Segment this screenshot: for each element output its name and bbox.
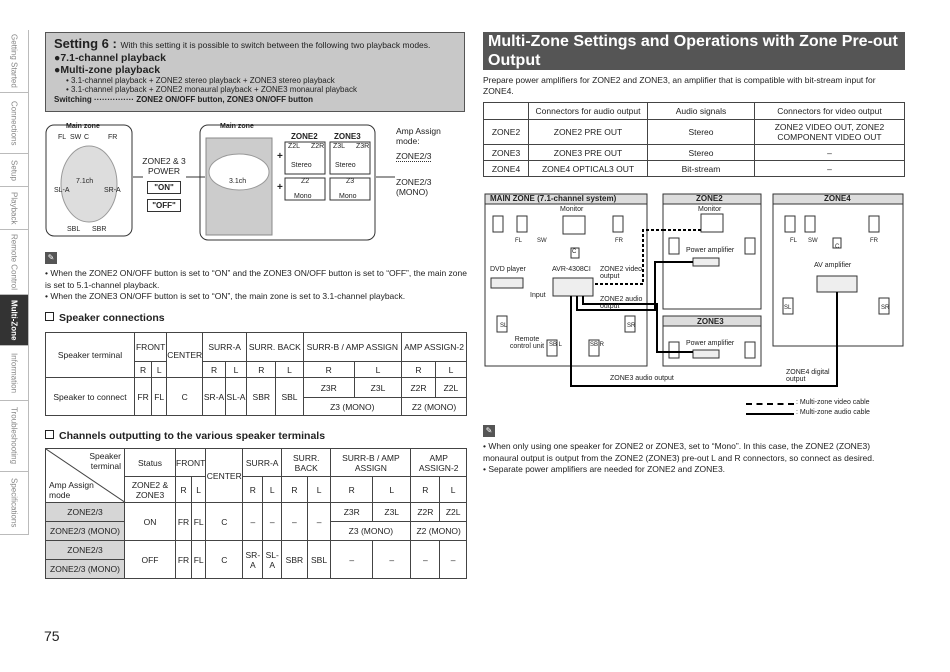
sbr-label: SB R — [590, 342, 605, 348]
status-cell: OFF — [125, 541, 176, 579]
c-label: C — [572, 249, 577, 255]
on-state: "ON" — [147, 181, 181, 194]
table-cell: Bit-stream — [648, 161, 755, 177]
table-cell: ZONE2 — [484, 120, 529, 145]
zone-output-table — [483, 102, 905, 177]
table-cell: – — [755, 161, 905, 177]
table-cell: Z2R — [411, 503, 440, 522]
table-cell: Stereo — [648, 120, 755, 145]
connection-diagram-svg — [483, 192, 905, 392]
sub-cell: L — [307, 477, 331, 503]
sub-cell: R — [135, 362, 152, 378]
note-left-1: • When the ZONE2 ON/OFF button is set to “ON” and the ZONE3 ON/OFF button is set to “OFF”, the main zone is set to 5.1-channel playback. — [45, 268, 467, 290]
th-surr-b: SURR-B / AMP ASSIGN — [331, 449, 411, 477]
table-cell: FL — [152, 378, 167, 416]
monitor-main-label: Monitor — [560, 206, 584, 213]
th-amp-assign-mode: Amp Assign mode — [49, 480, 94, 500]
table-cell: ZONE3 PRE OUT — [529, 145, 648, 161]
sub-cell: R — [411, 477, 440, 503]
setting-box — [45, 32, 465, 112]
table-cell: ZONE4 OPTICAL3 OUT — [529, 161, 648, 177]
z3-audio-out-label: ZONE3 audio output — [610, 375, 674, 382]
table-cell: C — [206, 541, 243, 579]
spk-sra: SR-A — [104, 187, 121, 194]
status-cell: ON — [125, 503, 176, 541]
mode-cell: ZONE2/3 — [46, 503, 125, 522]
z2r-label: Z2R — [311, 143, 325, 150]
note-left-2: • When the ZONE3 ON/OFF button is set to “ON”, the main zone is set to 3.1-channel playback. — [45, 291, 406, 301]
power-label: ZONE2 & 3 POWER — [142, 156, 186, 176]
sub-cell: L — [152, 362, 167, 378]
spk-c: C — [84, 134, 90, 141]
z4-fr-label: FR — [870, 238, 878, 244]
table-cell: – — [440, 541, 467, 579]
table-cell: SR-A — [203, 378, 226, 416]
th-status: Status — [125, 449, 176, 477]
table-cell: – — [243, 503, 263, 541]
setting-title: Setting 6 : With this setting it is possible to switch between the following two playback modes. — [54, 36, 431, 51]
table-cell: ZONE2 PRE OUT — [529, 120, 648, 145]
th-front: FRONT — [176, 449, 206, 477]
side-navigation — [0, 30, 29, 535]
mode-cell: ZONE2/3 (MONO) — [46, 522, 125, 541]
tab-remote-control[interactable]: Remote Control — [0, 230, 29, 295]
z4-sw-label: SW — [808, 238, 818, 244]
table-cell: FL — [192, 503, 206, 541]
main-zone-box-label: MAIN ZONE (7.1-channel system) — [490, 194, 617, 203]
note-right-1: • When only using one speaker for ZONE2 or ZONE3, set to “Mono”. In this case, the ZONE2 (ZONE3) monaural output is output from the ZONE2 (ZONE3) pre-out L and R connectors, so connect as desired. — [483, 441, 875, 463]
zone2-box-label: ZONE2 — [696, 194, 723, 203]
sub-cell: L — [263, 477, 282, 503]
z2l-label: Z2L — [288, 143, 301, 150]
th-surr-back: SURR. BACK — [247, 333, 303, 362]
sub-cell: L — [435, 362, 466, 378]
setting-desc: With this setting it is possible to switch between the following two playback modes. — [120, 40, 431, 50]
sw-label: SW — [537, 238, 547, 244]
sub-cell: L — [276, 362, 303, 378]
legend-audio-line — [746, 413, 794, 415]
th-amp-assign-2: AMP ASSIGN-2 — [402, 333, 467, 362]
zone2-label: ZONE2 — [291, 132, 318, 141]
th-empty — [484, 103, 529, 120]
option-71: ●7.1-channel playback — [54, 52, 166, 64]
table-cell: Stereo — [648, 145, 755, 161]
tab-connections[interactable]: Connections — [0, 93, 29, 154]
legend-video-line — [746, 403, 794, 405]
z2-video-out-label: ZONE2 video output — [600, 266, 643, 280]
tab-playback[interactable]: Playback — [0, 187, 29, 230]
th-surr-a: SURR-A — [243, 449, 282, 477]
switching-line: Switching ··············· ZONE2 ON/OFF button, ZONE3 ON/OFF button — [54, 95, 314, 104]
page-number: 75 — [44, 628, 60, 644]
plus-1: + — [277, 151, 283, 162]
tab-multi-zone[interactable]: Multi-Zone — [0, 295, 29, 346]
sub-cell: L — [440, 477, 467, 503]
power-amp-z2-label: Power amplifier — [686, 247, 735, 254]
z3l-label: Z3L — [333, 143, 346, 150]
stereo-label-3: Stereo — [335, 162, 356, 169]
th-center: CENTER — [206, 449, 243, 503]
th-speaker-terminal: Speaker terminal — [89, 451, 121, 471]
table-cell: – — [331, 541, 373, 579]
stereo-label-2: Stereo — [291, 162, 312, 169]
spk-sw: SW — [70, 134, 82, 141]
zone4-box-label: ZONE4 — [824, 194, 851, 203]
channels-table — [45, 448, 467, 579]
mode-cell: ZONE2/3 (MONO) — [46, 560, 125, 579]
tab-specifications[interactable]: Specifications — [0, 472, 29, 535]
th-surr-a: SURR-A — [203, 333, 247, 362]
sub-cell: L — [354, 362, 401, 378]
table-cell: SL-A — [225, 378, 246, 416]
sr-label: SR — [627, 323, 636, 329]
plus-2: + — [277, 182, 283, 193]
table-cell: FR — [135, 378, 152, 416]
speaker-connections-title: Speaker connections — [45, 312, 165, 324]
mono-label-3: Mono — [339, 193, 357, 200]
sub-cell: R — [282, 477, 308, 503]
table-cell: ZONE2 VIDEO OUT, ZONE2 COMPONENT VIDEO OUT — [755, 120, 905, 145]
table-cell: – — [282, 503, 308, 541]
sub-cell: L — [192, 477, 206, 503]
th-front: FRONT — [135, 333, 167, 362]
table-cell: FR — [176, 541, 192, 579]
sub-cell: R — [176, 477, 192, 503]
note-icon-right: ✎ — [483, 425, 495, 437]
notes-left — [45, 268, 470, 303]
z3-label: Z3 — [346, 178, 355, 185]
table-cell: – — [755, 145, 905, 161]
speaker-connections-table — [45, 332, 467, 416]
power-amp-z3-label: Power amplifier — [686, 340, 735, 347]
main-zone-label-2: Main zone — [220, 123, 254, 130]
sub-cell: R — [303, 362, 354, 378]
z4-sl-label: SL — [784, 305, 792, 311]
sub-cell: L — [225, 362, 246, 378]
mono-label-2: Mono — [294, 193, 312, 200]
off-state: "OFF" — [147, 199, 181, 212]
table-cell: – — [307, 503, 331, 541]
mode2-label: ZONE2/3 (MONO) — [396, 177, 432, 197]
note-icon: ✎ — [45, 252, 57, 264]
z2-label: Z2 — [301, 178, 310, 185]
table-cell: FL — [192, 541, 206, 579]
table-cell: Z2 (MONO) — [411, 522, 467, 541]
table-cell: Z2L — [440, 503, 467, 522]
spk-sla: SL-A — [54, 187, 70, 194]
z4-c-label: C — [835, 244, 840, 250]
sub-cell: R — [203, 362, 226, 378]
note-right-2: • Separate power amplifiers are needed for ZONE2 and ZONE3. — [483, 464, 726, 474]
dvd-label: DVD player — [490, 266, 526, 273]
table-cell: – — [373, 541, 411, 579]
monitor-zone2-label: Monitor — [698, 206, 722, 213]
spk-fr: FR — [108, 134, 118, 141]
notes-right — [483, 441, 907, 476]
mode1-label: ZONE2/3 — [396, 151, 432, 161]
sbl-label: SB L — [549, 342, 563, 348]
zone3-box-label: ZONE3 — [697, 317, 724, 326]
z2-audio-out-label: ZONE2 audio output — [600, 296, 643, 310]
table-cell: ZONE3 — [484, 145, 529, 161]
th-amp-assign-2: AMP ASSIGN-2 — [411, 449, 467, 477]
sub-cell: R — [247, 362, 276, 378]
table-cell: SBR — [282, 541, 308, 579]
z4-fl-label: FL — [790, 238, 798, 244]
option-detail-1: • 3.1-channel playback + ZONE2 stereo playback + ZONE3 stereo playback — [66, 76, 335, 85]
ch31-label: 3.1ch — [229, 178, 247, 185]
table-cell: C — [206, 503, 243, 541]
tab-setup[interactable]: Setup — [0, 154, 29, 187]
intro-text: Prepare power amplifiers for ZONE2 and ZONE3, an amplifier that is compatible with bit-stream input for ZONE4. — [483, 75, 876, 96]
input-label: Input — [530, 292, 546, 299]
tab-troubleshooting[interactable]: Troubleshooting — [0, 401, 29, 472]
row-speaker-to-connect: Speaker to connect — [46, 378, 135, 416]
table-cell: SL-A — [263, 541, 282, 579]
table-cell: – — [411, 541, 440, 579]
table-cell: – — [263, 503, 282, 541]
ch71-label: 7.1ch — [76, 178, 94, 185]
z4-sr-label: SR — [881, 305, 890, 311]
th-audio-connectors: Connectors for audio output — [529, 103, 648, 120]
th-center: CENTER — [167, 333, 203, 378]
sub-cell: R — [331, 477, 373, 503]
th-diagonal — [46, 449, 125, 503]
mode-cell: ZONE2/3 — [46, 541, 125, 560]
tab-getting-started[interactable]: Getting Started — [0, 30, 29, 93]
table-cell: SBR — [247, 378, 276, 416]
th-video-connectors: Connectors for video output — [755, 103, 905, 120]
tab-information[interactable]: Information — [0, 346, 29, 401]
table-cell: Z2 (MONO) — [402, 398, 467, 416]
remote-label: Remote control unit — [509, 336, 545, 350]
legend-audio-label: : Multi-zone audio cable — [796, 409, 870, 416]
table-cell: C — [167, 378, 203, 416]
spk-sbl: SBL — [67, 226, 81, 233]
table-cell: SBL — [276, 378, 303, 416]
spk-sbr: SBR — [92, 226, 107, 233]
amp-assign-label: Amp Assign mode: — [396, 126, 441, 146]
table-cell: Z3L — [354, 378, 401, 398]
spk-fl: FL — [58, 134, 67, 141]
table-cell: ZONE4 — [484, 161, 529, 177]
table-cell: Z3R — [303, 378, 354, 398]
sub-cell: R — [243, 477, 263, 503]
table-cell: Z3 (MONO) — [303, 398, 402, 416]
z4-digital-out-label: ZONE4 digital output — [786, 369, 830, 383]
table-cell: SR-A — [243, 541, 263, 579]
status-cell: ZONE2 & ZONE3 — [125, 477, 176, 503]
th-speaker-terminal: Speaker terminal — [46, 333, 135, 378]
table-cell: FR — [176, 503, 192, 541]
table-cell: Z3 (MONO) — [331, 522, 411, 541]
page-title: Multi-Zone Settings and Operations with Zone Pre-out Output — [483, 32, 905, 70]
channels-title: Channels outputting to the various speaker terminals — [45, 430, 325, 442]
table-cell: Z2L — [435, 378, 466, 398]
option-detail-2: • 3.1-channel playback + ZONE2 monaural playback + ZONE3 monaural playback — [66, 85, 357, 94]
th-surr-b: SURR-B / AMP ASSIGN — [303, 333, 402, 362]
sl-label: SL — [500, 323, 508, 329]
table-cell: Z2R — [402, 378, 436, 398]
table-cell: Z3L — [373, 503, 411, 522]
fr-label: FR — [615, 238, 623, 244]
table-cell: SBL — [307, 541, 331, 579]
fl-label: FL — [515, 238, 523, 244]
th-surr-back: SURR. BACK — [282, 449, 331, 477]
z3r-label: Z3R — [356, 143, 370, 150]
avr-label: AVR-4308CI — [552, 266, 591, 273]
main-zone-label: Main zone — [66, 123, 100, 130]
legend-video-label: : Multi-zone video cable — [796, 399, 870, 406]
zone3-label: ZONE3 — [334, 132, 361, 141]
sub-cell: L — [373, 477, 411, 503]
table-cell: Z3R — [331, 503, 373, 522]
sub-cell: R — [402, 362, 436, 378]
av-amp-label: AV amplifier — [814, 262, 852, 269]
option-multizone: ●Multi-zone playback — [54, 64, 161, 76]
th-audio-signals: Audio signals — [648, 103, 755, 120]
